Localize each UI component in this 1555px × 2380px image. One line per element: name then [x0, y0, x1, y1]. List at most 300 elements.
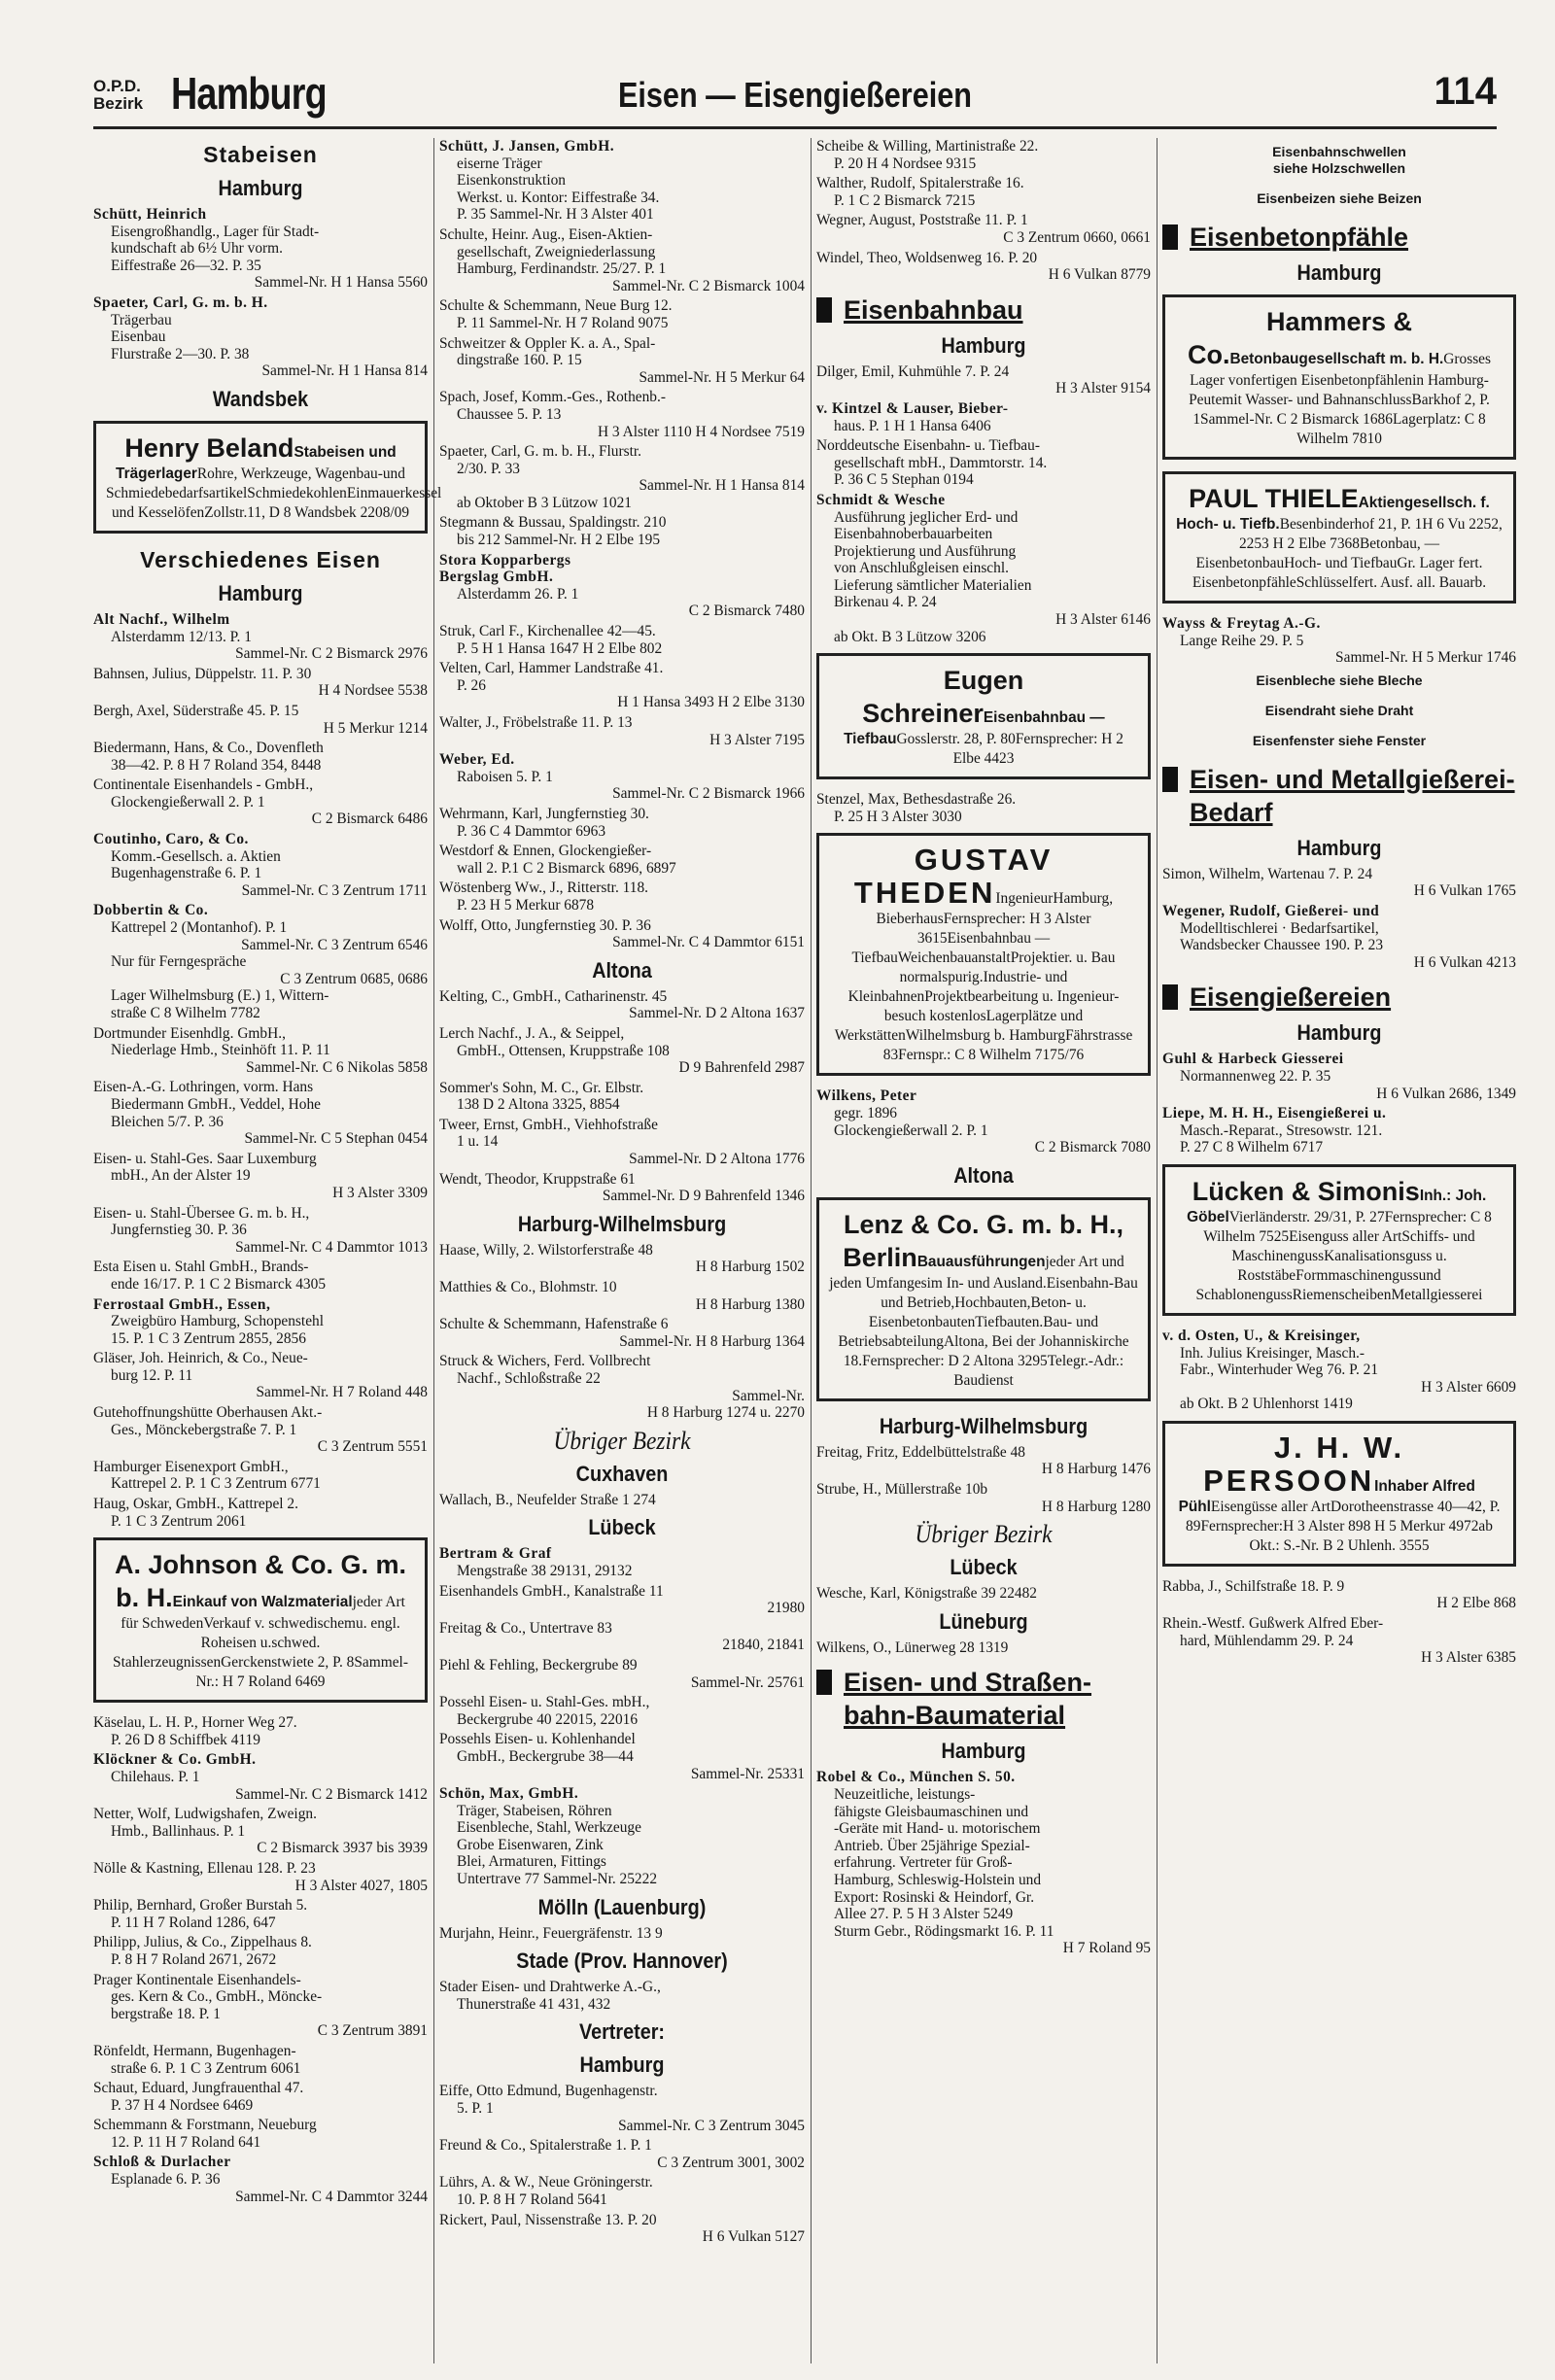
entry-line: Glockengießerwall 2. P. 1: [111, 793, 265, 811]
entry-line: Wendt, Theodor, Kruppstraße 61: [439, 1170, 636, 1188]
entry-line: Dilger, Emil, Kuhmühle 7. P. 24: [816, 362, 1010, 380]
entry-line: H 8 Harburg 1380: [695, 1295, 805, 1313]
ad-line: Sammel-Nr.: H 7 Roland 6469: [195, 1654, 408, 1691]
entry-line: Wesche, Karl, Königstraße 39 22482: [816, 1585, 1037, 1603]
vertreter-heading: Vertreter:: [578, 2019, 666, 2045]
entry-line: Inh. Julius Kreisinger, Masch.-: [1180, 1344, 1365, 1362]
entry-line: 21980: [767, 1600, 805, 1617]
entry-line: Kelting, C., GmbH., Catharinenstr. 45: [439, 987, 668, 1005]
listing-entry: [93, 1296, 428, 1348]
entry-line: C 2 Bismarck 3937 bis 3939: [257, 1840, 428, 1857]
entry-line: P. 26: [457, 676, 486, 694]
listing-entry: [816, 1639, 1151, 1657]
entry-line: Sammel-Nr. C 3 Zentrum 1711: [241, 881, 428, 899]
company-name: Schmidt & Wesche: [816, 491, 946, 508]
company-name: Bertram & Graf: [439, 1545, 552, 1563]
ad-line: Fernspr.: C 8 Wilhelm 7175/76: [898, 1047, 1085, 1064]
entry-line: Westdorf & Ennen, Glockengießer-: [439, 843, 652, 860]
entry-line: Rickert, Paul, Nissenstraße 13. P. 20: [439, 2211, 657, 2228]
ad-line: Gosslerstr. 28, P. 80: [896, 731, 1016, 748]
entry-line: P. 1 C 3 Zentrum 2061: [111, 1512, 247, 1530]
entry-line: Walter, J., Fröbelstraße 11. P. 13: [439, 714, 633, 731]
ad-line: u. engl. Roheisen u.: [200, 1615, 400, 1652]
entry-line: Continentale Eisenhandels - GmbH.,: [93, 776, 314, 794]
entry-line: H 8 Harburg 1502: [695, 1259, 805, 1276]
entry-line: GmbH., Ottensen, Kruppstraße 108: [457, 1042, 670, 1059]
entry-line: Hamburg, Schleswig-Holstein und: [834, 1871, 1042, 1888]
listing-entry: [439, 1080, 805, 1114]
ad-company-name: Henry Beland: [124, 432, 294, 463]
entry-line: Eisenbau: [111, 328, 166, 346]
entry-line: Normannenweg 22. P. 35: [1180, 1067, 1331, 1085]
entry-line: Eisenbahnoberbauarbeiten: [834, 526, 993, 543]
entry-line: Alsterdamm 26. P. 1: [457, 585, 579, 603]
listing-entry: [439, 623, 805, 657]
entry-line: Nölle & Kastning, Ellenau 128. P. 23: [93, 1859, 316, 1877]
entry-line: Raboisen 5. P. 1: [457, 768, 553, 785]
listing-entry: [93, 831, 428, 899]
entry-line: H 3 Alster 9154: [1055, 380, 1151, 397]
section-marker: [1162, 984, 1178, 1010]
listing-entry: [439, 1583, 805, 1617]
entry-line: ab Okt. B 3 Lützow 3206: [834, 628, 986, 645]
location-heading: Hamburg: [1296, 835, 1382, 860]
listing-entry: [439, 1117, 805, 1168]
entry-line: Sammel-Nr. H 1 Hansa 5560: [254, 274, 428, 292]
location-heading: Hamburg: [579, 2052, 665, 2078]
listing-entry: [93, 1806, 428, 1857]
listing-entry: [93, 1459, 428, 1493]
listing-entry: [816, 1444, 1151, 1478]
entry-line: von Anschlußgleisen einschl.: [834, 560, 1009, 577]
section-title-verschiedenes: Verschiedenes Eisen: [140, 546, 381, 572]
entry-line: Sammel-Nr. C 2 Bismarck 1966: [612, 785, 805, 803]
entry-line: D 9 Bahrenfeld 2987: [678, 1059, 805, 1077]
entry-line: P. 8 H 7 Roland 2671, 2672: [111, 1950, 277, 1968]
listing-entry: [93, 703, 428, 737]
location-heading: Hamburg: [1296, 1020, 1382, 1046]
entry-line: straße C 8 Wilhelm 7782: [111, 1005, 260, 1021]
entry-line: Esplanade 6. P. 36: [111, 2171, 221, 2189]
ad-line: Aktiengesellsch. f. Hoch- u. Tiefb.: [1176, 495, 1490, 533]
section-header: [1162, 763, 1516, 829]
ad-line: Fernsprecher: H 3 Alster 3615: [916, 911, 1091, 948]
listing-entry: [816, 138, 1151, 172]
location-heading: Lübeck: [588, 1515, 656, 1540]
company-name: Dobbertin & Co.: [93, 902, 209, 919]
listing-entry: [1162, 1051, 1516, 1102]
entry-line: Sammel-Nr. 25761: [690, 1673, 805, 1691]
ad-line: Fernsprecher:: [1200, 1517, 1284, 1535]
entry-line: Birkenau 4. P. 24: [834, 594, 937, 611]
entry-line: Kattrepel 2 (Montanhof). P. 1: [111, 919, 288, 937]
listing-entry: [439, 552, 805, 620]
section-title-metallgiesserei: Eisen- und Metallgießerei-Bedarf: [1190, 764, 1515, 827]
listing-entry: [439, 2174, 805, 2208]
entry-line: Kattrepel 2. P. 1 C 3 Zentrum 6771: [111, 1475, 321, 1493]
advertisement-box: [816, 1197, 1151, 1401]
entry-line: H 5 Merkur 1214: [323, 719, 428, 737]
entry-line: Piehl & Fehling, Beckergrube 89: [439, 1656, 638, 1673]
ad-line: Fährstrasse 83: [882, 1027, 1133, 1064]
entry-line: P. 35 Sammel-Nr. H 3 Alster 401: [457, 206, 654, 224]
listing-entry: [816, 250, 1151, 284]
entry-line: gegr. 1896: [834, 1105, 897, 1122]
ad-line: besuch kostenlos: [883, 1008, 986, 1025]
entry-line: C 3 Zentrum 3891: [317, 2022, 428, 2040]
company-name: Schütt, J. Jansen, GmbH.: [439, 138, 615, 155]
entry-line: Sammel-Nr. H 1 Hansa 814: [639, 477, 805, 495]
ad-line: Eisenguss aller Art: [1289, 1227, 1402, 1245]
entry-line: Murjahn, Heinr., Feuergräfenstr. 13 9: [439, 1924, 663, 1942]
listing-entry: [439, 988, 805, 1022]
ad-line: jeder Art für Schweden: [121, 1594, 405, 1633]
entry-line: Trägerbau: [111, 311, 172, 328]
listing-entry: [439, 1171, 805, 1205]
listing-entry: [439, 1694, 805, 1728]
ad-line: Hoch- und Tiefbau: [1284, 555, 1398, 571]
entry-line: Gutehoffnungshütte Oberhausen Akt.-: [93, 1404, 323, 1422]
ad-line: Inhaber Alfred Pühl: [1178, 1477, 1475, 1515]
listing-entry: [93, 1860, 428, 1894]
advertisement-box: [816, 833, 1151, 1076]
listing-entry: [93, 1259, 428, 1293]
entry-line: Schaut, Eduard, Jungfrauenthal 47.: [93, 2080, 304, 2097]
entry-line: Rönfeldt, Hermann, Bugenhagen-: [93, 2042, 296, 2059]
entry-line: H 6 Vulkan 8779: [1048, 266, 1151, 284]
listing-entry: [93, 2117, 428, 2151]
entry-line: Sammel-Nr. C 6 Nikolas 5858: [246, 1058, 428, 1076]
entry-line: P. 26 D 8 Schiffbek 4119: [111, 1731, 260, 1748]
entry-line: Sammel-Nr. H 8 Harburg 1364: [619, 1332, 805, 1350]
company-name: Klöckner & Co. GmbH.: [93, 1751, 257, 1769]
section-title-stabeisen: Stabeisen: [203, 142, 318, 167]
company-name: Wilkens, Peter: [816, 1087, 917, 1105]
ad-line: Betonbaugesellschaft m. b. H.: [1229, 351, 1444, 367]
entry-line: 138 D 2 Altona 3325, 8854: [457, 1096, 620, 1114]
listing-entry: [93, 1897, 428, 1931]
entry-line: Sammel-Nr. D 9 Bahrenfeld 1346: [602, 1188, 805, 1205]
entry-line: dingstraße 160. P. 15: [457, 352, 582, 369]
location-heading: Stade (Prov. Hannover): [516, 1949, 728, 1974]
ad-company-name: Lücken & Simonis: [1192, 1176, 1420, 1206]
entry-line: Thunerstraße 41 431, 432: [457, 1995, 611, 2013]
entry-line: wall 2. P.1 C 2 Bismarck 6896, 6897: [457, 859, 676, 877]
location-heading: Hamburg: [941, 1739, 1026, 1764]
ad-line: Schiffs- und Maschinenguss: [1231, 1227, 1475, 1264]
column-divider: [1157, 138, 1158, 2363]
entry-line: Sammel-Nr. C 4 Dammtor 3244: [235, 2188, 428, 2205]
section-title-eisengiessereien: Eisengießereien: [1190, 983, 1392, 1013]
ad-line: Einkauf von Walzmaterial: [172, 1594, 353, 1611]
page-number: 114: [1434, 70, 1497, 113]
entry-line: C 2 Bismarck 7480: [688, 603, 805, 620]
ad-line: Bau- und Betriebsabteilung: [838, 1313, 1099, 1350]
entry-line: Wilkens, O., Lünerweg 28 1319: [816, 1638, 1009, 1656]
section-header: [816, 293, 1151, 327]
listing-entry: [816, 175, 1151, 209]
page-title: Eisen — Eisengießereien: [618, 75, 972, 115]
entry-line: Glockengießerwall 2. P. 1: [834, 1121, 988, 1139]
entry-line: 12. P. 11 H 7 Roland 641: [111, 2133, 261, 2151]
ad-line: Bauausführungen: [916, 1253, 1046, 1270]
entry-line: 2/30. P. 33: [457, 460, 520, 477]
listing-entry: [93, 1025, 428, 1077]
ad-line: Sammel-Nr. C 2 Bismarck 1686: [1200, 411, 1393, 428]
entry-line: Rabba, J., Schilfstraße 18. P. 9: [1162, 1577, 1345, 1595]
listing-entry: [1162, 1328, 1516, 1413]
listing-entry: [439, 514, 805, 548]
company-name: Wayss & Freytag A.-G.: [1162, 615, 1321, 632]
entry-line: Schulte & Schemmann, Neue Burg 12.: [439, 297, 673, 315]
entry-line: Velten, Carl, Hammer Landstraße 41.: [439, 660, 664, 677]
entry-line: Struk, Carl F., Kirchenallee 42—45.: [439, 623, 656, 640]
entry-line: Schemmann & Forstmann, Neueburg: [93, 2117, 317, 2134]
entry-line: Ges., Mönckebergstraße 7. P. 1: [111, 1421, 297, 1438]
entry-line: Eisen- u. Stahl-Ges. Saar Luxemburg: [93, 1150, 317, 1167]
section-title-strassenbau: Eisen- und Straßen-bahn-Baumaterial: [844, 1668, 1092, 1731]
ad-line: H 3 Alster 898 H 5 Merkur 4972: [1283, 1517, 1479, 1535]
entry-line: Allee 27. P. 5 H 3 Alster 5249: [834, 1906, 1014, 1923]
entry-line: haus. P. 1 H 1 Hansa 6406: [834, 417, 991, 434]
listing-entry: [1162, 866, 1516, 900]
entry-line: Lager Wilhelmsburg (E.) 1, Wittern-: [111, 987, 329, 1005]
listing-entry: [439, 714, 805, 748]
location-heading: Lübeck: [950, 1555, 1018, 1580]
entry-line: Modelltischlerei · Bedarfsartikel,: [1180, 919, 1379, 937]
ad-line: mit Wasser- und Bahnanschluss: [1222, 392, 1412, 408]
ad-company-name: GUSTAV THEDEN: [853, 843, 1054, 911]
company-name: v. d. Osten, U., & Kreisinger,: [1162, 1327, 1361, 1344]
ad-line: Kanalisationsguss u. Roststäbe: [1237, 1247, 1447, 1284]
listing-entry: [439, 1025, 805, 1077]
location-heading: Hamburg: [218, 176, 303, 200]
entry-line: ab Oktober B 3 Lützow 1021: [457, 494, 632, 511]
listing-entry: [439, 751, 805, 803]
entry-line: 21840, 21841: [722, 1637, 805, 1654]
location-heading: Harburg-Wilhelmsburg: [517, 1211, 727, 1236]
entry-line: Lührs, A. & W., Neue Gröningerstr.: [439, 2174, 653, 2191]
entry-line: Prager Kontinentale Eisenhandels-: [93, 1971, 301, 1988]
district-label: O.P.D. Bezirk: [93, 77, 144, 113]
entry-line: P. 37 H 4 Nordsee 6469: [111, 2096, 254, 2114]
ad-line: Fernsprecher: H 2 Elbe 4423: [952, 731, 1123, 768]
listing-entry: [439, 2137, 805, 2171]
ad-line: Eisengüsse aller Art: [1210, 1498, 1331, 1515]
listing-entry: [439, 1657, 805, 1691]
entry-line: Antrieb. Über 25jährige Spezial-: [834, 1837, 1030, 1854]
entry-line: kundschaft ab 6½ Uhr vorm.: [111, 240, 283, 258]
entry-line: Neuzeitliche, leistungs-: [834, 1785, 976, 1803]
entry-line: Chaussee 5. P. 13: [457, 405, 562, 423]
company-name: Wegener, Rudolf, Gießerei- und: [1162, 902, 1380, 919]
entry-line: Hamburg, Ferdinandstr. 25/27. P. 1: [457, 260, 667, 278]
ad-line: Telegr.-Adr.: Baudienst: [953, 1352, 1124, 1389]
advertisement-box: [1162, 1164, 1516, 1316]
entry-line: Zweigbüro Hamburg, Schopenstehl: [111, 1313, 324, 1330]
listing-entry: [816, 1769, 1151, 1957]
company-name: Schön, Max, GmbH.: [439, 1785, 579, 1803]
entry-line: Sammel-Nr. C 2 Bismarck 1004: [612, 277, 805, 294]
entry-line: H 2 Elbe 868: [1436, 1595, 1516, 1612]
entry-line: Haug, Oskar, GmbH., Kattrepel 2.: [93, 1496, 298, 1513]
entry-line: Rhein.-Westf. Gußwerk Alfred Eber-: [1162, 1615, 1384, 1633]
listing-entry: [439, 917, 805, 951]
section-marker: [1162, 767, 1178, 792]
entry-line: H 6 Vulkan 1765: [1413, 882, 1516, 900]
company-name: Coutinho, Caro, & Co.: [93, 831, 249, 848]
entry-line: Norddeutsche Eisenbahn- u. Tiefbau-: [816, 437, 1040, 455]
listing-entry: [439, 660, 805, 711]
listing-entry: [93, 1934, 428, 1968]
entry-line: -Geräte mit Hand- u. motorischem: [834, 1820, 1041, 1838]
ad-line: Formmaschinenguss: [1296, 1266, 1419, 1284]
column-divider: [811, 138, 812, 2363]
entry-line: Haase, Willy, 2. Wilstorferstraße 48: [439, 1241, 653, 1259]
entry-line: H 4 Nordsee 5538: [318, 682, 428, 700]
listing-entry: [439, 843, 805, 877]
ad-line: im In- und Ausland.: [926, 1274, 1047, 1292]
entry-line: H 3 Alster 6609: [1421, 1378, 1516, 1396]
entry-line: H 8 Harburg 1274 u. 2270: [646, 1404, 805, 1422]
section-title-eisenbahnbau: Eisenbahnbau: [844, 294, 1023, 325]
entry-line: Possehls Eisen- u. Kohlenhandel: [439, 1731, 636, 1748]
entry-line: Sammel-Nr. H 5 Merkur 1746: [1335, 649, 1516, 667]
ad-line: und Schablonenguss: [1195, 1266, 1441, 1303]
entry-line: H 6 Vulkan 4213: [1413, 953, 1516, 971]
entry-line: Ausführung jeglicher Erd- und: [834, 508, 1019, 526]
listing-entry: [93, 1496, 428, 1530]
entry-line: C 3 Zentrum 0660, 0661: [1003, 228, 1151, 246]
entry-line: gesellschaft mbH., Dammtorstr. 14.: [834, 454, 1048, 471]
ad-line: Beton- u. Eisenbetonbauten: [868, 1293, 1087, 1330]
entry-line: Bugenhagenstraße 6. P. 1: [111, 865, 262, 882]
ad-line: Altona, Bei der Johanniskirche 18.: [843, 1332, 1129, 1369]
ad-line: Grosses Lager von: [1190, 351, 1492, 389]
entry-line: Bergh, Axel, Süderstraße 45. P. 15: [93, 702, 299, 719]
ad-company-name: Hammers & Co.: [1187, 307, 1413, 369]
ad-line: Hamburg, Bieberhaus: [876, 890, 1114, 928]
entry-line: ende 16/17. P. 1 C 2 Bismarck 4305: [111, 1275, 327, 1293]
listing-entry: [439, 1620, 805, 1654]
advertisement-box: [1162, 1421, 1516, 1567]
advertisement-box: [816, 653, 1151, 779]
entry-line: Simon, Wilhelm, Wartenau 7. P. 24: [1162, 865, 1373, 882]
entry-line: Freitag & Co., Untertrave 83: [439, 1619, 612, 1637]
ad-line: Projektbearbeitung u. Ingenieur-: [924, 988, 1120, 1006]
listing-entry: [93, 1079, 428, 1147]
entry-line: ab Okt. B 2 Uhlenhorst 1419: [1180, 1396, 1353, 1413]
listing-entry: [439, 2083, 805, 2134]
entry-line: Lerch Nachf., J. A., & Seippel,: [439, 1024, 625, 1042]
entry-line: Wolff, Otto, Jungfernstieg 30. P. 36: [439, 916, 651, 934]
ad-company-name: PAUL THIELE: [1189, 484, 1359, 513]
entry-line: P. 36 C 5 Stephan 0194: [834, 471, 974, 489]
entry-line: Eisenhandels GmbH., Kanalstraße 11: [439, 1582, 664, 1600]
entry-line: H 1 Hansa 3493 H 2 Elbe 3130: [617, 694, 805, 711]
entry-line: Schweitzer & Oppler K. a. A., Spal-: [439, 334, 656, 352]
listing-entry: [439, 1316, 805, 1350]
entry-line: Possehl Eisen- u. Stahl-Ges. mbH.,: [439, 1694, 650, 1711]
entry-line: Philip, Bernhard, Großer Burstah 5.: [93, 1897, 308, 1914]
entry-line: Hmb., Ballinhaus. P. 1: [111, 1822, 246, 1840]
listing-entry: [93, 902, 428, 1021]
ad-line: Rohre, Werkzeuge, Wagenbau-: [196, 465, 383, 482]
entry-line: H 3 Alster 3309: [332, 1184, 428, 1201]
ad-line: Eisenbahnbau — Tiefbau: [844, 709, 1105, 748]
entry-line: Projektierung und Ausführung: [834, 542, 1017, 560]
listing-entry: [816, 1481, 1151, 1515]
entry-line: Netter, Wolf, Ludwigshafen, Zweign.: [93, 1806, 317, 1823]
entry-line: ges. Kern & Co., GmbH., Mönckе-: [111, 1988, 323, 2006]
listing-entry: [93, 2154, 428, 2205]
entry-line: straße 6. P. 1 C 3 Zentrum 6061: [111, 2059, 301, 2077]
listing-entry: [1162, 1105, 1516, 1156]
location-heading: Cuxhaven: [575, 1461, 669, 1486]
entry-line: P. 23 H 5 Merkur 6878: [457, 896, 595, 914]
entry-line: H 8 Harburg 1280: [1041, 1498, 1151, 1515]
entry-line: P. 36 C 4 Dammtor 6963: [457, 822, 606, 840]
city-title: Hamburg: [171, 68, 327, 119]
region-heading: Übriger Bezirk: [915, 1520, 1053, 1549]
entry-line: Träger, Stabeisen, Röhren: [457, 1802, 612, 1819]
ad-company-name: Eugen Schreiner: [862, 666, 1024, 729]
entry-line: H 3 Alster 7195: [709, 731, 805, 748]
advertisement-box: [1162, 471, 1516, 604]
listing-entry: [816, 1585, 1151, 1603]
ad-line: Schlüsselfert. Ausf. all. Bauarb.: [1296, 574, 1487, 591]
ad-line: Metallgiesserei: [1391, 1286, 1483, 1303]
entry-line: hard, Mühlendamm 29. P. 24: [1180, 1632, 1354, 1649]
ad-line: fertigen Eisenbetonpfählen: [1250, 372, 1413, 389]
listing-entry: [93, 2080, 428, 2114]
entry-line: C 2 Bismarck 7080: [1034, 1139, 1151, 1156]
cross-reference: Eisenbleche siehe Bleche: [1256, 672, 1423, 688]
ad-line: Eisenbahnbau — Tiefbau: [851, 930, 1051, 967]
entry-line: H 3 Alster 6385: [1421, 1649, 1516, 1667]
company-name: Spaeter, Carl, G. m. b. H.: [93, 293, 268, 311]
listing-entry: [93, 1972, 428, 2040]
entry-line: Sommer's Sohn, M. C., Gr. Elbstr.: [439, 1079, 644, 1096]
company-name: Guhl & Harbeck Giesserei: [1162, 1051, 1344, 1068]
ad-line: Verkauf v. schwedischem: [203, 1615, 356, 1633]
entry-line: Niederlage Hmb., Steinhöft 11. P. 11: [111, 1042, 330, 1059]
entry-line: Sammel-Nr. C 2 Bismarck 1412: [235, 1785, 428, 1803]
entry-line: Lange Reihe 29. P. 5: [1180, 632, 1304, 649]
listing-entry: [93, 2043, 428, 2077]
entry-line: Wöstenberg Ww., J., Ritterstr. 118.: [439, 880, 649, 897]
entry-line: Schulte & Schemmann, Hafenstraße 6: [439, 1316, 669, 1333]
advertisement-box: [93, 421, 442, 534]
entry-line: Sturm Gebr., Rödingsmarkt 16. P. 11: [834, 1922, 1054, 1940]
listing-entry: [439, 1925, 805, 1943]
entry-line: Nur für Ferngespräche: [111, 953, 247, 971]
listing-entry: [1162, 615, 1516, 667]
ad-line: Ingenieur: [995, 890, 1054, 908]
company-name: Stora Kopparbergs: [439, 551, 571, 569]
section-title-betonpfaehle: Eisenbetonpfähle: [1190, 223, 1409, 252]
entry-line: Sammel-Nr. H 1 Hansa 814: [261, 362, 428, 380]
entry-line: H 3 Alster 4027, 1805: [294, 1877, 428, 1894]
listing-entry: [93, 206, 428, 292]
cross-reference: Eisenbeizen siehe Beizen: [1257, 190, 1422, 206]
ad-line: Barkhof 2, P. 1: [1192, 392, 1490, 428]
listing-entry: [439, 226, 805, 294]
entry-line: Eisen-A.-G. Lothringen, vorm. Hans: [93, 1079, 314, 1096]
ad-line: jeder Art und jeden Umfanges: [829, 1253, 1124, 1292]
section-marker: [1162, 224, 1178, 250]
entry-line: P. 11 H 7 Roland 1286, 647: [111, 1914, 276, 1931]
